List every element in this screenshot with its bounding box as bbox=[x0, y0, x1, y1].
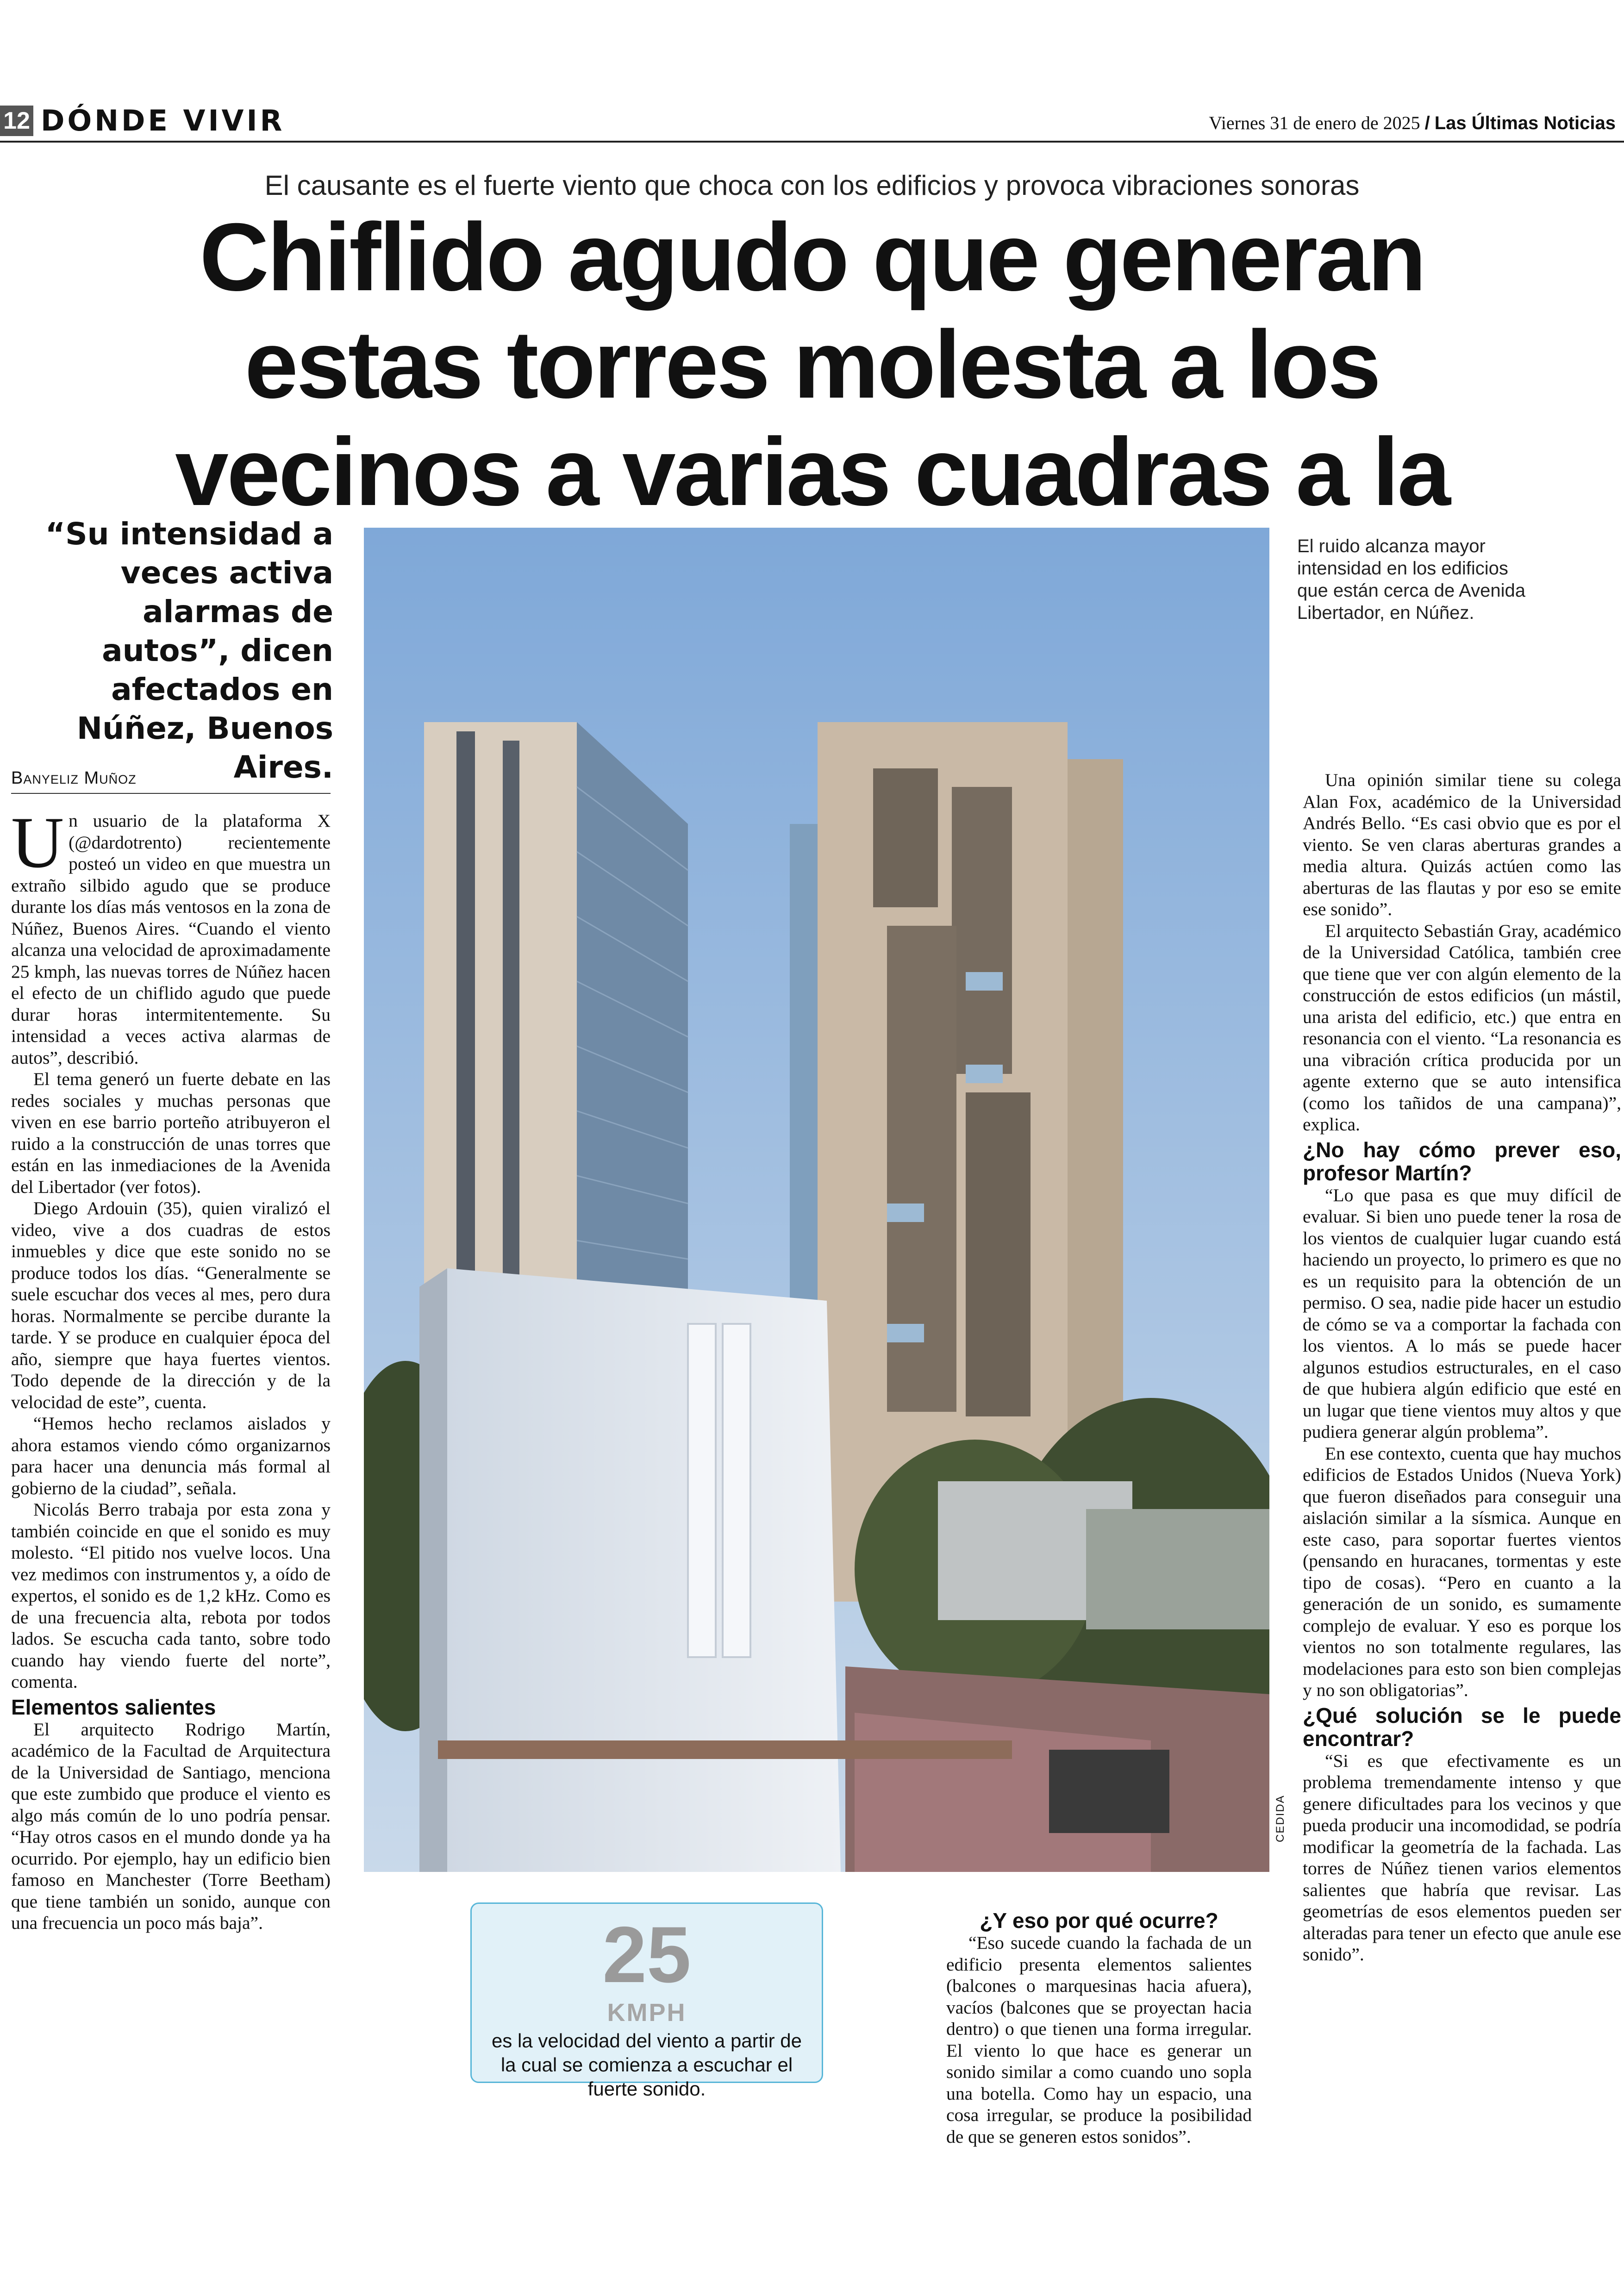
article-column-4 bbox=[1303, 769, 1621, 1965]
section-title: DÓNDE VIVIR bbox=[41, 104, 285, 137]
byline: Banyeliz Muñoz bbox=[11, 768, 331, 794]
subhead-solucion: ¿Qué solución se le puede encontrar? bbox=[1303, 1703, 1621, 1751]
dateline-separator: / bbox=[1424, 113, 1430, 133]
paragraph-11: En ese contexto, cuenta que hay muchos edificios de Estados Unidos (Nueva York) que fueron diseñados para conseguir una aislación similar a la sísmica. Aunque en este caso, para soportar fuertes vientos (pensando en huracanes, tormentas y este tipo de cosas). “Pero en cuanto a la generación de un sonido, es sumamente complejo de evaluar. Y eso es porque los vientos no son totalmente regulares, las modelaciones para esto son bien complejas y no son obligatorias”. bbox=[1303, 1443, 1621, 1700]
stat-description: es la velocidad del viento a partir de la cual se comienza a escuchar el fuerte sonido. bbox=[491, 2030, 802, 2100]
towers-photo-illustration bbox=[364, 528, 1269, 1872]
stat-unit: KMPH bbox=[607, 1999, 687, 2027]
paragraph-6: El arquitecto Rodrigo Martín, académico de la Facultad de Arquitectura de la Universidad de Santiago, menciona que este zumbido que produce el viento es algo más común de lo uno podría pensar. “Hay otros casos en el mundo donde ya ha ocurrido. Por ejemplo, hay un edificio bien famoso en Manchester (Torre Beetham) que tiene también un sonido, aunque con una frecuencia un poco más baja”. bbox=[11, 1719, 331, 1933]
stat-box bbox=[470, 1902, 823, 2100]
issue-date: Viernes 31 de enero de 2025 bbox=[1209, 112, 1420, 133]
drop-cap: U bbox=[11, 802, 64, 883]
page-number: 12 bbox=[0, 106, 33, 136]
article-column-1 bbox=[11, 802, 331, 1934]
article-kicker: El causante es el fuerte viento que choca con los edificios y provoca vibraciones sonoras bbox=[264, 170, 1360, 201]
stat-number: 25 bbox=[602, 1910, 691, 1999]
paragraph-3: Diego Ardouin (35), quien viralizó el video, vive a dos cuadras de estos inmuebles y dice que este sonido no se produce todos los días. “Generalmente se suele escuchar dos veces al mes, pero dura horas. Normalmente se percibe durante la tarde. Y se produce en cualquier época del año, siempre que haya fuertes vientos. Todo depende de la dirección y de la velocidad de este”, cuenta. bbox=[11, 1198, 331, 1412]
photo-credit: CEDIDA bbox=[1274, 1795, 1287, 1842]
paragraph-2: El tema generó un fuerte debate en las redes sociales y muchas personas que viven en ese barrio porteño atribuyeron el ruido a la construcción de unas torres que están en las inmediaciones de la Avenida del Libertador (ver fotos). bbox=[11, 1069, 331, 1197]
article-column-3 bbox=[946, 1906, 1252, 2147]
paragraph-4: “Hemos hecho reclamos aislados y ahora estamos viendo cómo organizarnos para hacer una denuncia más formal al gobierno de la ciudad”, señala. bbox=[11, 1413, 331, 1498]
paragraph-12: “Si es que efectivamente es un problema tremendamente intenso y que genere dificultades para los vecinos y que pueda producir una incomodidad, se podría modificar la geometría de la fachada. Las torres de Núñez tienen varios elementos salientes que habría que revisar. Las geometrías de esos elementos pueden ser alteradas para tener un efecto que anule ese sonido”. bbox=[1303, 1750, 1621, 1964]
paragraph-9: El arquitecto Sebastián Gray, académico de la Universidad Católica, también cree que tiene que ver con algún elemento de la construcción de estos edificios (un mástil, una arista del edificio, etc.) que entra en resonancia con el viento. “La resonancia es una vibración crítica producida por un agente externo que se auto intensifica (como los tañidos de una campana)”, explica. bbox=[1303, 920, 1621, 1135]
paragraph-10: “Lo que pasa es que muy difícil de evaluar. Si bien uno puede tener la rosa de los vientos de cualquier lugar cuando está haciendo un proyecto, lo primero es que no es un requisito para la obtención de un permiso. O sea, nadie pide hacer un estudio de cómo se va a comportar la fachada con los vientos. A lo más se puede hacer algunos estudios estructurales, en el caso de que hubiera algún edificio que esté en un lugar que tiene vientos muy altos y que pudiera generar algún problema”. bbox=[1303, 1185, 1621, 1442]
article-deck: “Su intensidad a veces activa alarmas de autos”, dicen afectados en Núñez, Buenos Aires. bbox=[45, 516, 333, 785]
subhead-prever: ¿No hay cómo prever eso, profesor Martín? bbox=[1303, 1137, 1621, 1185]
article-headline: Chiflido agudo que generan estas torres molesta a los vecinos a varias cuadras a la bbox=[175, 204, 1449, 526]
paragraph-7: “Eso sucede cuando la fachada de un edificio presenta elementos salientes (balcones o marquesinas hacia afuera), vacíos (balcones que se proyectan hacia dentro) o que tienen una forma irregular. El viento lo que hace es generar un sonido similar a como cuando uno sopla una botella. Como hay un espacio, una cosa irregular, se produce la posibilidad de que se generen estos sonidos”. bbox=[946, 1933, 1252, 2147]
paragraph-1: Un usuario de la plataforma X (@dardotrento) recientemente posteó un video en que muestra un extraño silbido agudo que se produce durante los días más ventosos en la zona de Núñez, Buenos Aires. “Cuando el viento alcanza una velocidad de aproximadamente 25 kmph, las nuevas torres de Núñez hacen el efecto de un chiflido agudo que puede durar horas intermitentemente. Su intensidad a veces activa alarmas de autos”, describió. bbox=[11, 802, 331, 1068]
paragraph-5: Nicolás Berro trabaja por esta zona y también coincide en que el sonido es muy molesto. “El pitido nos vuelve locos. Una vez medimos con instrumentos y, a oído de expertos, el sonido es de 1,2 kHz. Como es de una frecuencia alta, rebota por todos lados. Se escucha cada tanto, sobre todo cuando hay viendo fuerte del norte”, comenta. bbox=[11, 1499, 331, 1692]
photo-caption: El ruido alcanza mayor intensidad en los edificios que están cerca de Avenida Libertador, en Núñez. bbox=[1297, 536, 1525, 623]
paragraph-8: Una opinión similar tiene su colega Alan Fox, académico de la Universidad Andrés Bello. “Es casi obvio que es por el viento. Se ven claras aberturas grandes a media altura. Quizás actúen como las aberturas de las flautas y por eso se emite ese sonido”. bbox=[1303, 770, 1621, 919]
header-rule bbox=[0, 141, 1624, 143]
dateline bbox=[1209, 112, 1616, 134]
article-photo bbox=[364, 528, 1269, 1872]
subhead-elementos-salientes: Elementos salientes bbox=[11, 1695, 216, 1719]
publication-name: Las Últimas Noticias bbox=[1434, 113, 1616, 133]
subhead-por-que-ocurre: ¿Y eso por qué ocurre? bbox=[980, 1908, 1218, 1933]
